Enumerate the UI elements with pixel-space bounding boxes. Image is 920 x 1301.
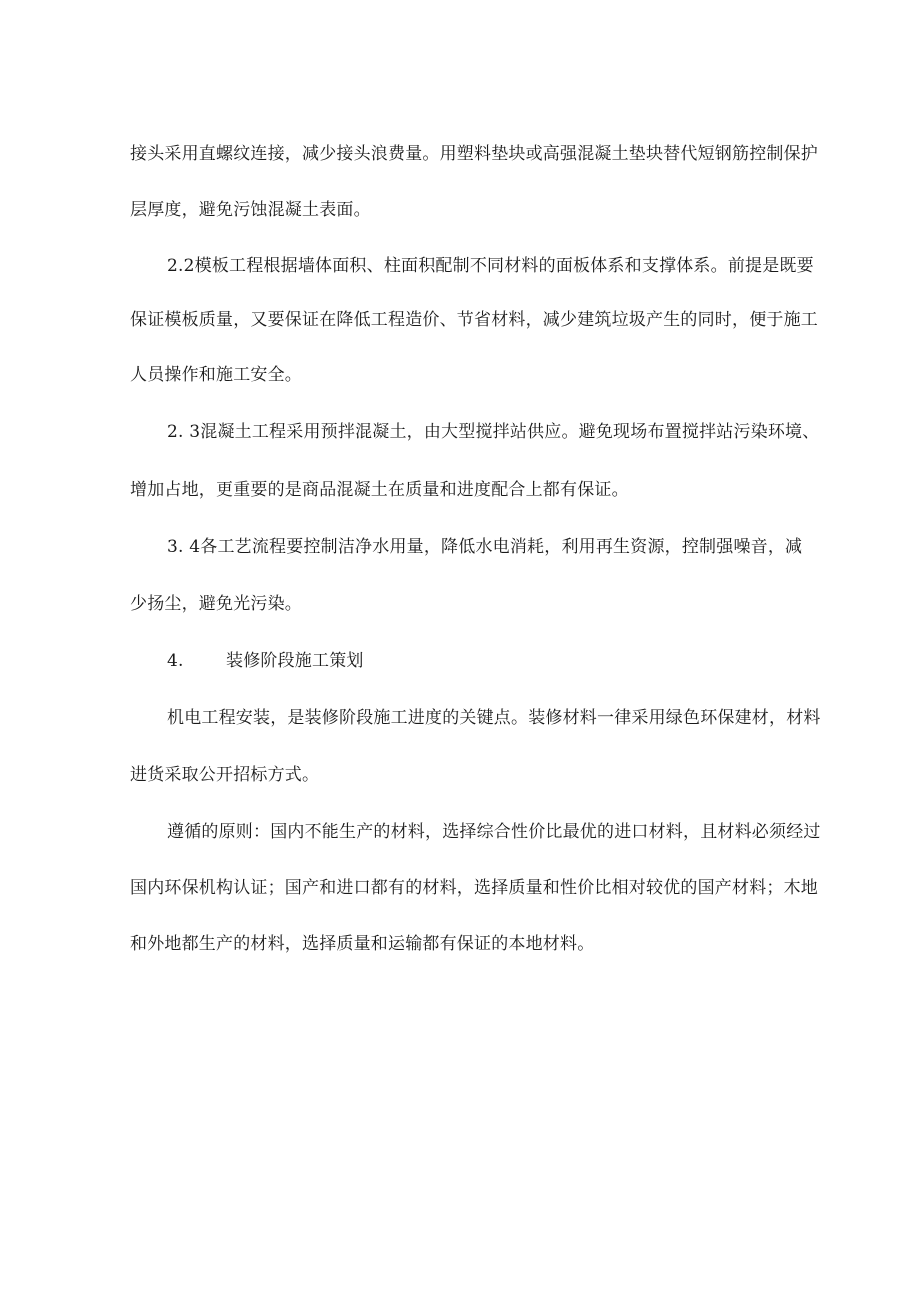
paragraph-line: 少扬尘，避免光污染。 [130,594,302,614]
paragraph-line: 2.2模板工程根据墙体面积、柱面积配制不同材料的面板体系和支撑体系。前提是既要 [167,256,814,276]
paragraph-line: 机电工程安装，是装修阶段施工进度的关键点。装修材料一律采用绿色环保建材，材料 [167,708,821,728]
paragraph-line: 进货采取公开招标方式。 [130,765,320,785]
paragraph-line: 2. 3混凝土工程采用预拌混凝土，由大型搅拌站供应。避免现场布置搅拌站污染环境、 [167,422,820,442]
paragraph-line: 增加占地，更重要的是商品混凝土在质量和进度配合上都有保证。 [130,480,629,500]
paragraph-line: 遵循的原则：国内不能生产的材料，选择综合性价比最优的进口材料，且材料必须经过 [167,822,821,842]
paragraph-line: 接头采用直螺纹连接，减少接头浪费量。用塑料垫块或高强混凝土垫块替代短钢筋控制保护 [130,144,818,164]
paragraph-line: 层厚度，避免污蚀混凝土表面。 [130,200,371,220]
paragraph-line: 3. 4各工艺流程要控制洁净水用量，降低水电消耗，利用再生资源，控制强噪音，减 [167,537,803,557]
paragraph-line: 保证模板质量，又要保证在降低工程造价、节省材料，减少建筑垃圾产生的同时，便于施工 [130,310,818,330]
section-heading-title: 装修阶段施工策划 [226,651,364,671]
paragraph-line: 和外地都生产的材料，选择质量和运输都有保证的本地材料。 [130,934,595,954]
paragraph-line: 人员操作和施工安全。 [130,365,302,385]
paragraph-line: 国内环保机构认证；国产和进口都有的材料，选择质量和性价比相对较优的国产材料；木地 [130,878,818,898]
section-heading-number: 4. [167,651,184,671]
